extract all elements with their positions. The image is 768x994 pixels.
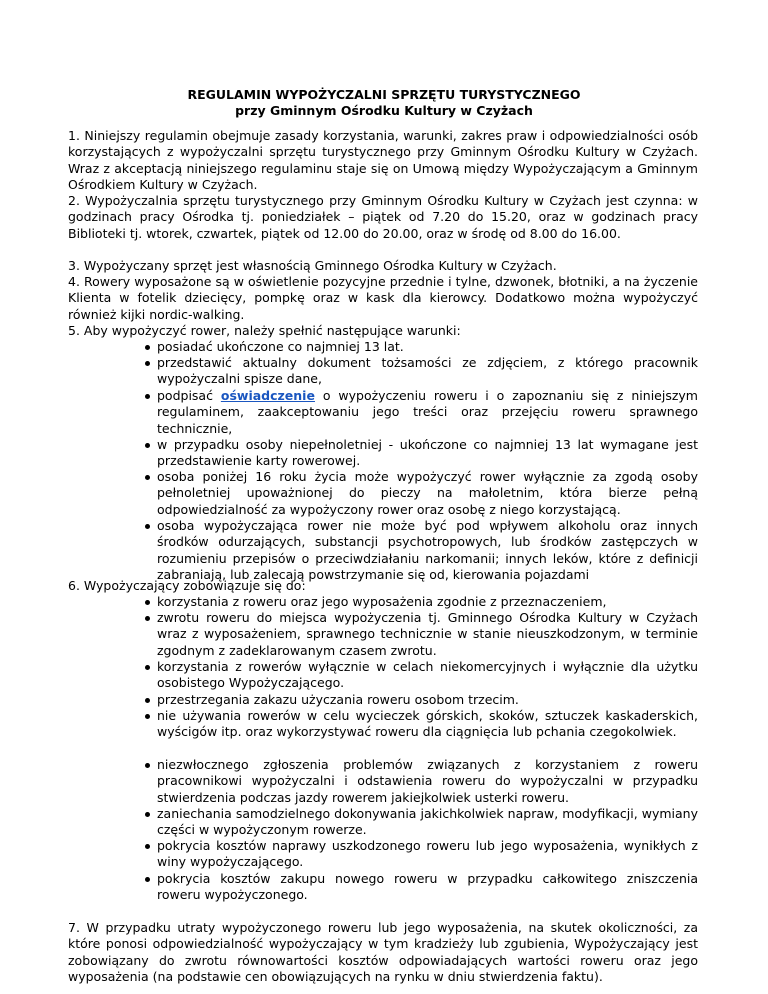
paragraph-4: 4. Rowery wyposażone są w oświetlenie pozycyjne przednie i tylne, dzwonek, błotniki, a na życzenie Klienta w fotelik dziecięcy, pompkę oraz w kask dla kierowcy. Dodatkowo można wypożyczyć również kijki nordic-walking.: [68, 274, 698, 322]
paragraph-7: 7. W przypadku utraty wypożyczonego roweru lub jego wyposażenia, na skutek okoliczności, za które ponosi odpowiedzialność wypożyczający w tym kradzieży lub zgubienia, Wypożyczający jest zobowiązany do zwrotu równowartości kosztów odpowiadających wartości roweru oraz jego wyposażenia (na podstawie cen obowiązujących na rynku w dniu stwierdzenia faktu).: [68, 920, 698, 984]
obligation-item: nie używania rowerów w celu wycieczek górskich, skoków, sztuczek kaskaderskich, wyścigów itp. oraz wykorzystywać roweru dla ciągnięcia lub pchania czegokolwiek.: [157, 708, 698, 740]
obligation-item: przestrzegania zakazu użyczania roweru osobom trzecim.: [157, 692, 698, 708]
obligation-item: korzystania z roweru oraz jego wyposażenia zgodnie z przeznaczeniem,: [157, 594, 698, 610]
paragraph-2: 2. Wypożyczalnia sprzętu turystycznego przy Gminnym Ośrodku Kultury w Czyżach jest czynna: w godzinach pracy Ośrodka tj. poniedziałek – piątek od 7.20 do 15.20, oraz w godzinach pracy Biblioteki tj. wtorek, czwartek, piątek od 12.00 do 20.00, oraz w środę od 8.00 do 16.00.: [68, 193, 698, 241]
condition-item: posiadać ukończone co najmniej 13 lat.: [157, 339, 698, 355]
condition-item: [157, 388, 698, 437]
document-title: REGULAMIN WYPOŻYCZALNI SPRZĘTU TURYSTYCZNEGO: [187, 87, 581, 102]
statement-link[interactable]: oświadczenie: [220, 388, 315, 403]
condition-item: przedstawić aktualny dokument tożsamości ze zdjęciem, z którego pracownik wypożyczalni spisze dane,: [157, 355, 698, 387]
paragraph-1: 1. Niniejszy regulamin obejmuje zasady korzystania, warunki, zakres praw i odpowiedzialności osób korzystających z wypożyczalni sprzętu turystycznego przy Gminnym Ośrodku Kultury w Czyżach. Wraz z akceptacją niniejszego regulaminu staje się on Umową między Wypożyczającym a Gminnym Ośrodkiem Kultury w Czyżach.: [68, 128, 698, 192]
obligation-item: zwrotu roweru do miejsca wypożyczenia tj. Gminnego Ośrodka Kultury w Czyżach wraz z wyposażeniem, sprawnego technicznie w stanie nieuszkodzonym, w terminie zgodnym z zadeklarowanym czasem zwrotu.: [157, 610, 698, 658]
paragraph-5: 5. Aby wypożyczyć rower, należy spełnić następujące warunki:: [68, 323, 461, 338]
obligation-item: korzystania z rowerów wyłącznie w celach niekomercyjnych i wyłącznie dla użytku osobistego Wypożyczającego.: [157, 659, 698, 691]
obligation-item: pokrycia kosztów zakupu nowego roweru w przypadku całkowitego zniszczenia roweru wypożyczonego.: [157, 871, 698, 903]
condition-item: w przypadku osoby niepełnoletniej - ukończone co najmniej 13 lat wymagane jest przedstawienie karty rowerowej.: [157, 437, 698, 469]
paragraph-6: 6. Wypożyczający zobowiązuje się do:: [68, 578, 306, 593]
document-subtitle: przy Gminnym Ośrodku Kultury w Czyżach: [235, 103, 533, 118]
obligation-item: zaniechania samodzielnego dokonywania jakichkolwiek napraw, modyfikacji, wymiany części w wypożyczonym rowerze.: [157, 806, 698, 838]
paragraph-3: 3. Wypożyczany sprzęt jest własnością Gminnego Ośrodka Kultury w Czyżach.: [68, 258, 557, 273]
condition-text: o wypożyczeniu roweru i o zapoznaniu się z niniejszym regulaminem, zaakceptowaniu jego treści oraz przejęciu roweru sprawnego technicznie,: [157, 388, 698, 436]
condition-text: podpisać: [157, 388, 221, 403]
obligation-item: niezwłocznego zgłoszenia problemów związanych z korzystaniem z roweru pracownikowi wypożyczalni i odstawienia roweru do wypożyczalni w przypadku stwierdzenia podczas jazdy rowerem jakiejkolwiek usterki roweru.: [157, 757, 698, 805]
condition-item: osoba wypożyczająca rower nie może być pod wpływem alkoholu oraz innych środków odurzających, substancji psychotropowych, lub środków zastępczych w rozumieniu przepisów o przeciwdziałaniu narkomanii; innych leków, które z definicji zabraniają, lub zalecają powstrzymanie się od, kierowania pojazdami: [157, 518, 698, 582]
obligation-item: pokrycia kosztów naprawy uszkodzonego roweru lub jego wyposażenia, wynikłych z winy wypożyczającego.: [157, 838, 698, 870]
condition-item: osoba poniżej 16 roku życia może wypożyczyć rower wyłącznie za zgodą osoby pełnoletniej upoważnionej do pieczy na małoletnim, która bierze pełną odpowiedzialność za wypożyczony rower oraz osobę z niego korzystającą.: [157, 469, 698, 517]
